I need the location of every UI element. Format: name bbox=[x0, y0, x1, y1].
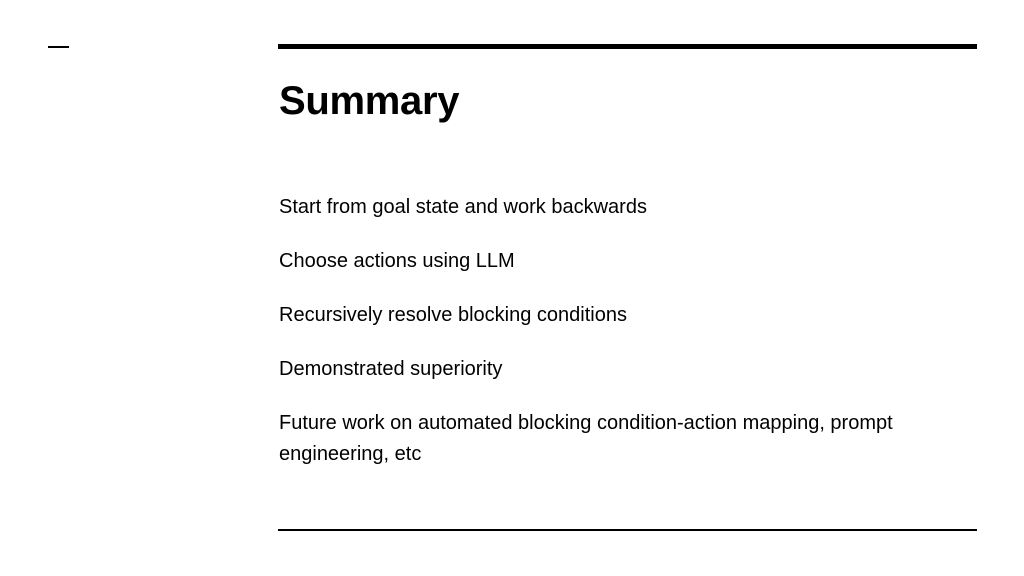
corner-dash bbox=[48, 46, 69, 48]
summary-point: Demonstrated superiority bbox=[279, 358, 503, 380]
top-divider bbox=[278, 44, 977, 49]
summary-point: Choose actions using LLM bbox=[279, 250, 515, 272]
summary-list bbox=[279, 192, 959, 493]
slide-title: Summary bbox=[279, 79, 460, 123]
summary-point: Future work on automated blocking condition-action mapping, prompt engineering, etc bbox=[279, 412, 893, 465]
bottom-divider bbox=[278, 529, 977, 531]
summary-point: Start from goal state and work backwards bbox=[279, 196, 647, 218]
summary-point: Recursively resolve blocking conditions bbox=[279, 304, 627, 326]
